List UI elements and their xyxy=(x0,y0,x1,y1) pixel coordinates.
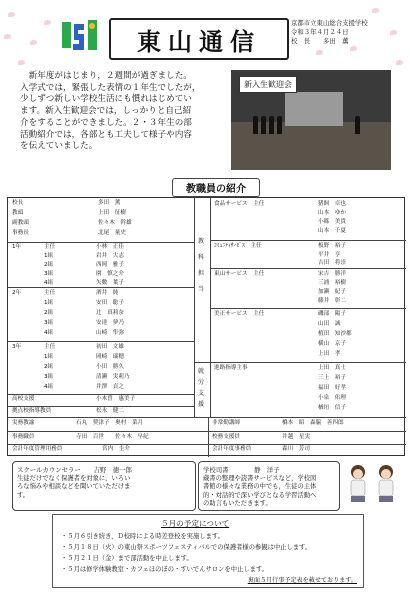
counselor-desc: 生徒だけでなく保護者を対象に，いろい ろな悩みや相談などを聞いていただけま す。 xyxy=(17,475,131,499)
higashiyama-name: 藤井 彰二 xyxy=(318,298,346,304)
shinro-label: 進路指導主事 xyxy=(214,365,248,371)
intro-line: 入学式では，緊張した表情の１年生でしたが， xyxy=(20,82,201,93)
grade3-label: 3年 xyxy=(12,344,22,350)
shuro-vertical-label: 就労支援 xyxy=(198,368,205,408)
community-name: 板野 裕子 xyxy=(318,243,346,249)
community-name: 吉田 将崇 xyxy=(318,260,346,266)
community-label: ｺﾐｭﾆﾃｨｻｰﾋﾞｽ 主任 xyxy=(214,243,262,249)
intro-line: 新年度がはじまり，２週間が過ぎました。 xyxy=(20,71,192,81)
biyou-name: 上田 孝 xyxy=(318,351,341,357)
grade2-label: 2年 xyxy=(12,290,22,296)
schedule-footer: 裏面５月行事予定表を載せております。 xyxy=(247,577,357,584)
schedule-title: ５月の予定について xyxy=(161,519,230,528)
staff-heading: 教職員の紹介 xyxy=(172,178,260,197)
shinro-name: 楢垣 信子 xyxy=(318,405,346,411)
author: 校 長 多田 薫 xyxy=(291,37,349,46)
librarian-desc: 蔵書の整理や読書サービスなど，学校図 書館の様々な業務の中でも，生徒の主体 的・対話的で深い学びとなる学習活動へ の助言もいただきます。 xyxy=(203,475,317,507)
kamoku-vertical-label: 教科担当 xyxy=(198,238,205,293)
header-info xyxy=(291,19,368,47)
food-name: 山本 千夏 xyxy=(318,228,346,234)
intro-text xyxy=(20,71,220,153)
biyou-name: 横山 京子 xyxy=(318,341,346,347)
schedule-item: ・５月６引き続き，Ｄ校時による時差登校を実施します。 xyxy=(61,533,224,540)
community-name: 平井 亨 xyxy=(318,252,341,258)
intro-line: ます。新入生歓迎会では，しっかりと自己紹 xyxy=(20,106,192,117)
biyou-name: 山田 誠 xyxy=(318,321,341,327)
shinro-name: 上田 真士 xyxy=(318,365,346,371)
librarian-title: 学校司書 静 洋子 xyxy=(203,466,280,474)
school-logo xyxy=(60,16,100,54)
intro-line: 少しずつ新しい学校生活にも慣れはじめてい xyxy=(20,94,192,105)
intro-line: 活動紹介では，各部とも工夫して様子や内容 xyxy=(20,129,192,140)
biyou-name: 植田 知沙都 xyxy=(318,331,352,337)
schedule-item: ・５月は修学体験教室・カフェほのぼの・すいでんサロンを中止します。 xyxy=(61,566,268,573)
schedule-item: ・５月２１日（金）まで部活動を中止します。 xyxy=(61,555,193,562)
higashiyama-name: 三浦 裕樹 xyxy=(318,280,346,286)
higashiyama-label: 東山サービス 主任 xyxy=(214,271,265,277)
school-counselor-box xyxy=(12,461,196,511)
student-illustration xyxy=(342,462,402,508)
newsletter-title: 東山通信 xyxy=(109,18,289,60)
biyou-name: 磯部 陽子 xyxy=(318,311,346,317)
food-label: 食品サービス 主任 xyxy=(214,201,265,207)
intro-line: を伝えていました。 xyxy=(20,141,98,152)
staff-table: 校長 多田 薫 教頭 上田 征樹 副教頭 佐々木 幹雄 事務長 北尾 量史 1年 主任 小林 正佳 1組 岩井 大志 2組 西岡 雅子 3組 園 慎之介 4組 矢數 葉子 2年 主任 酒井 純 1組 安田 聡子 2組 辻 真莉奈 3組 安達 夢乃 4組 山崎 隼弥 3年 主任 初田 文雄 1組 岡崎 瑞穂 2組 小田 勝久 3組 清瀬 実莉乃 4組 井澤 貞之 高校支援 小木曽 惠美子 拠点校指導教員 松永 健二 教科担当 就労支援 食品サービス 主任 猪飼 卓也 山本 ゆか 小篠 美貴 山本 千夏 ｺﾐｭﾆﾃｨｻｰﾋﾞｽ 主任 板野 裕子 平井 亨 吉田 将崇 東山サービス 主任 宋吉 勝洋 三浦 裕樹 加瀬 紀子 藤井 彰二 美正サービス 主任 磯部 陽子 山田 誠 植田 知沙都 横山 京子 上田 孝 進路指導主事 上田 真士 三上 裕子 福田 好孝 小泉 佑理 楢垣 信子 実務教諭 石丸 奨津子 奥村 菜月 非常勤講師 橋本 昭 森脇 善四郎 事務職員 寺田 百世 佐々木 早紀 校務支援員 井越 星実 会計年度管理用務員 宮内 圭介 会計年度事務員 森川 芳司 xyxy=(7,197,405,456)
photo-caption: 新入生歓迎会 xyxy=(239,76,297,93)
shinro-name: 小泉 佑理 xyxy=(318,395,346,401)
higashiyama-name: 宋吉 勝洋 xyxy=(318,271,346,277)
food-name: 山本 ゆか xyxy=(318,210,346,216)
food-name: 猪飼 卓也 xyxy=(318,201,346,207)
shinro-name: 三上 裕子 xyxy=(318,375,346,381)
grade1-label: 1年 xyxy=(12,244,22,250)
school-librarian-box xyxy=(198,461,340,511)
counselor-title: スクールカウンセラー 吉野 徳一郎 xyxy=(17,466,132,474)
issue-date: 令和３年４月２４日 xyxy=(291,28,349,37)
may-schedule-box xyxy=(52,514,364,588)
biyou-label: 美正サービス 主任 xyxy=(214,311,265,317)
intro-line: 介をすることができました。２・３年生の部 xyxy=(20,117,192,128)
higashiyama-name: 加瀬 紀子 xyxy=(318,289,346,295)
shinro-name: 福田 好孝 xyxy=(318,385,346,391)
schedule-item: ・５月１８日（火）の東山祭スポーツフェスティバルでの保護者様の参観は中止します。 xyxy=(61,544,312,551)
welcome-event-photo xyxy=(231,70,391,170)
food-name: 小篠 美貴 xyxy=(318,219,346,225)
school-name: 京都市立東山総合支援学校 xyxy=(291,19,368,27)
